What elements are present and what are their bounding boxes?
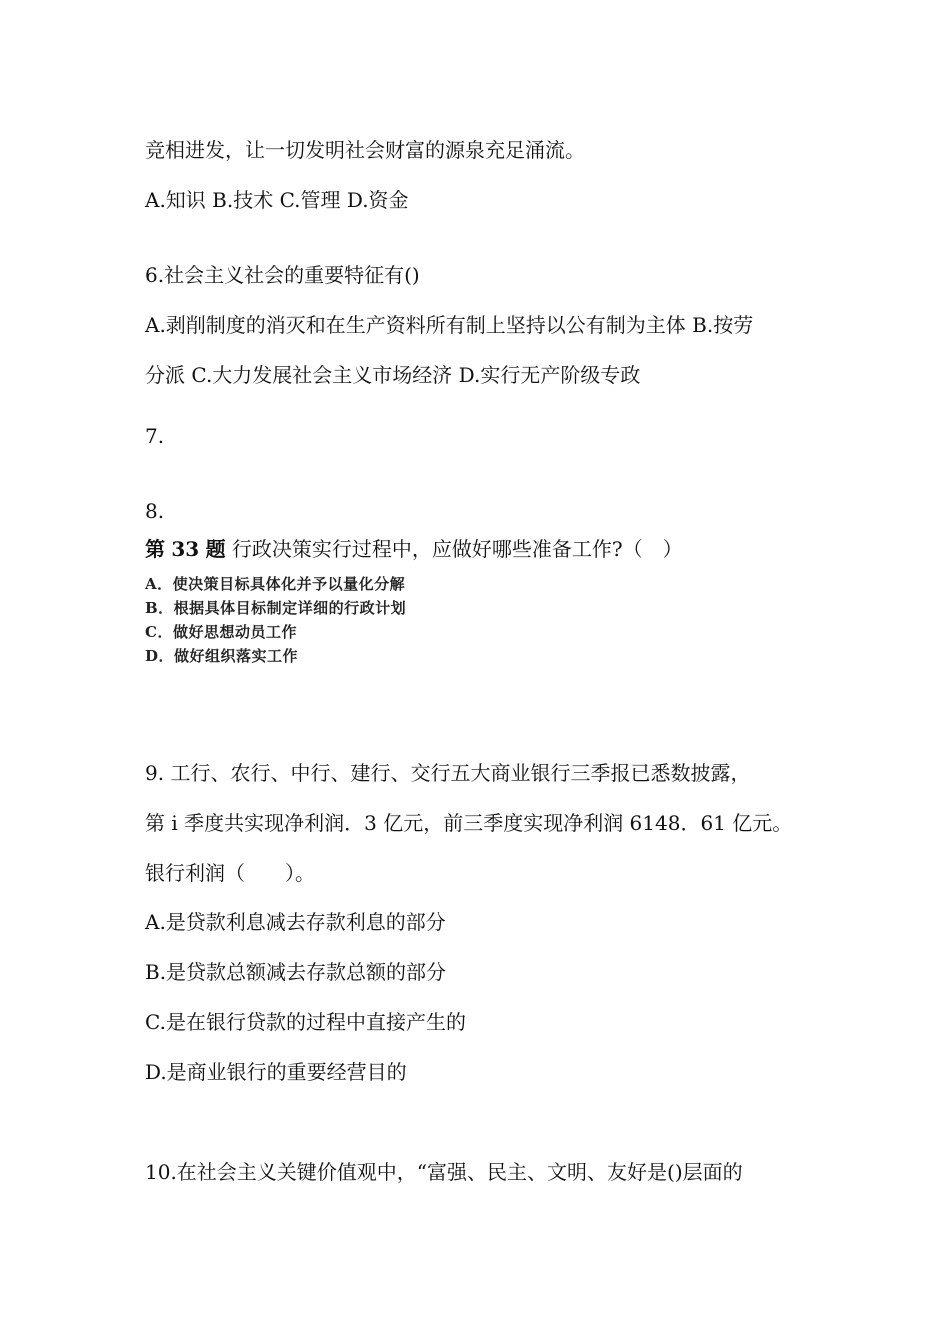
q5-options: A.知识 B.技术 C.管理 D.资金 — [145, 188, 409, 212]
q9-line3: 银行利润（ ）。 — [145, 861, 315, 885]
q9-option-d: D.是商业银行的重要经营目的 — [145, 1060, 407, 1084]
q8-number: 8. — [145, 499, 165, 523]
q8-text: 行政决策实行过程中，应做好哪些准备工作?（ ） — [231, 537, 683, 561]
q8-option-a: A．使决策目标具体化并予以量化分解 — [145, 575, 406, 593]
q9-option-a: A.是贷款利息减去存款利息的部分 — [145, 910, 446, 934]
text-line: 竞相进发，让一切发明社会财富的源泉充足涌流。 — [145, 138, 585, 162]
q8-prefix: 第 — [145, 537, 165, 561]
q8-num: 33 — [171, 537, 200, 561]
q6-stem: 6.社会主义社会的重要特征有() — [145, 263, 420, 287]
q8-suffix: 题 — [205, 537, 226, 561]
q9-option-c: C.是在银行贷款的过程中直接产生的 — [145, 1010, 466, 1034]
q8-option-d: D．做好组织落实工作 — [145, 647, 299, 665]
q6-options-line2: 分派 C.大力发展社会主义市场经济 D.实行无产阶级专政 — [145, 363, 641, 387]
q7-number: 7. — [145, 424, 165, 448]
q8-option-c: C．做好思想动员工作 — [145, 623, 297, 641]
q9-line2: 第 i 季度共实现净利润．3 亿元，前三季度实现净利润 6148．61 亿元。 — [145, 811, 793, 835]
q9-option-b: B.是贷款总额减去存款总额的部分 — [145, 960, 447, 984]
q9-line1: 9. 工行、农行、中行、建行、交行五大商业银行三季报已悉数披露， — [145, 761, 751, 785]
q8-title — [145, 535, 683, 563]
q10-stem: 10.在社会主义关键价值观中，“富强、民主、文明、友好是()层面的 — [145, 1160, 743, 1184]
q6-options-line1: A.剥削制度的消灭和在生产资料所有制上坚持以公有制为主体 B.按劳 — [145, 313, 754, 337]
q8-option-b: B．根据具体目标制定详细的行政计划 — [145, 599, 407, 617]
